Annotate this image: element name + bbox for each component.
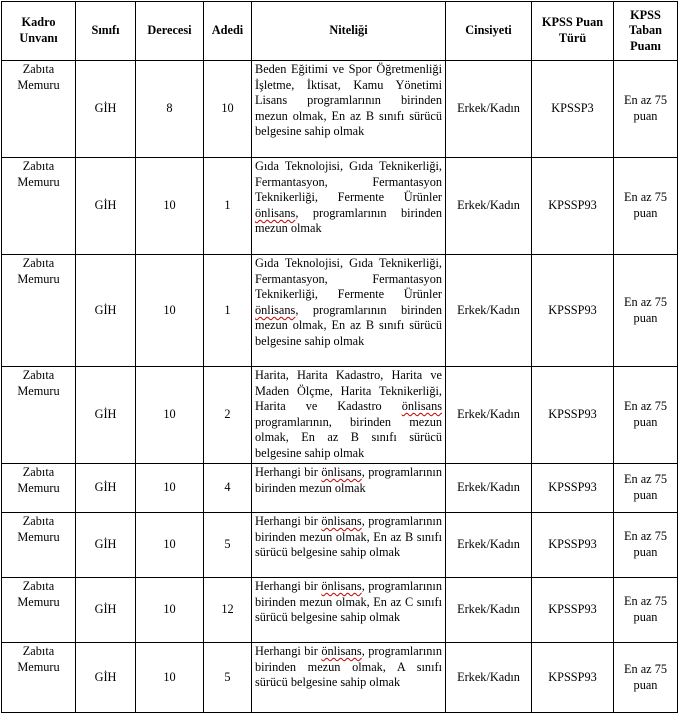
cell-cinsiyeti: Erkek/Kadın xyxy=(446,643,532,713)
table-row xyxy=(2,255,678,367)
niteligi-text-a: Herhangi bir xyxy=(255,514,318,528)
cell-niteligi xyxy=(252,513,446,578)
cell-kpss-puan-turu: KPSSP93 xyxy=(532,255,614,367)
cell-adedi: 1 xyxy=(204,255,252,367)
niteligi-text-b: , programlarının birinden mezun olmak, En az B sınıfı sürücü belgesine sahip olmak xyxy=(255,514,442,560)
cell-cinsiyeti: Erkek/Kadın xyxy=(446,158,532,255)
cell-derecesi: 10 xyxy=(136,578,204,643)
table-row xyxy=(2,464,678,513)
cell-cinsiyeti: Erkek/Kadın xyxy=(446,578,532,643)
cell-derecesi: 10 xyxy=(136,464,204,513)
niteligi-spellcheck-word: önlisans xyxy=(255,302,296,317)
cell-sinifi: GİH xyxy=(76,578,136,643)
cell-kadro-unvani: Zabıta Memuru xyxy=(2,578,76,643)
cell-kpss-taban-puani: En az 75 puan xyxy=(614,158,678,255)
cell-cinsiyeti: Erkek/Kadın xyxy=(446,367,532,464)
cell-sinifi: GİH xyxy=(76,158,136,255)
cell-derecesi: 10 xyxy=(136,367,204,464)
header-niteligi: Niteliği xyxy=(252,2,446,61)
cell-adedi: 2 xyxy=(204,367,252,464)
niteligi-spellcheck-word: önlisans xyxy=(321,465,362,479)
cell-kadro-unvani: Zabıta Memuru xyxy=(2,255,76,367)
cell-kpss-puan-turu: KPSSP93 xyxy=(532,158,614,255)
table-row xyxy=(2,643,678,713)
niteligi-text-b: , programlarının birinden mezun olmak, En az B sınıfı sürücü belgesine sahip olmak xyxy=(255,302,442,348)
header-kpss-puan-turu: KPSS Puan Türü xyxy=(532,2,614,61)
header-adedi: Adedi xyxy=(204,2,252,61)
cell-kadro-unvani: Zabıta Memuru xyxy=(2,61,76,158)
cell-kpss-taban-puani: En az 75 puan xyxy=(614,367,678,464)
cell-adedi: 1 xyxy=(204,158,252,255)
cell-cinsiyeti: Erkek/Kadın xyxy=(446,513,532,578)
cell-niteligi: Beden Eğitimi ve Spor Öğretmenliği İşletme, İktisat, Kamu Yönetimi Lisans programlarının birinden mezun olmak, En az B sınıfı sürücü belgesine sahip olmak xyxy=(252,61,446,158)
niteligi-spellcheck-word: önlisans xyxy=(401,399,443,414)
niteligi-text-b: , programlarının birinden mezun olmak xyxy=(255,465,442,495)
niteligi-text-b: , programlarının birinden mezun olmak, En az C sınıfı sürücü belgesine sahip olmak xyxy=(255,579,442,625)
cell-kpss-puan-turu: KPSSP93 xyxy=(532,643,614,713)
cell-niteligi xyxy=(252,255,446,367)
cell-cinsiyeti: Erkek/Kadın xyxy=(446,61,532,158)
niteligi-spellcheck-word: önlisans xyxy=(255,205,296,220)
cell-niteligi xyxy=(252,643,446,713)
niteligi-text-b: , programlarının birinden mezun olmak xyxy=(255,205,442,236)
cell-derecesi: 10 xyxy=(136,158,204,255)
cell-kpss-taban-puani: En az 75 puan xyxy=(614,578,678,643)
cell-kpss-taban-puani: En az 75 puan xyxy=(614,513,678,578)
cell-derecesi: 8 xyxy=(136,61,204,158)
header-sinifi: Sınıfı xyxy=(76,2,136,61)
cell-kpss-taban-puani: En az 75 puan xyxy=(614,255,678,367)
niteligi-spellcheck-word: önlisans xyxy=(321,644,362,658)
cell-kadro-unvani: Zabıta Memuru xyxy=(2,367,76,464)
cell-derecesi: 10 xyxy=(136,643,204,713)
cell-kpss-taban-puani: En az 75 puan xyxy=(614,643,678,713)
cell-adedi: 10 xyxy=(204,61,252,158)
cell-kadro-unvani: Zabıta Memuru xyxy=(2,513,76,578)
table-row xyxy=(2,367,678,464)
cell-kpss-puan-turu: KPSSP93 xyxy=(532,578,614,643)
header-row xyxy=(2,2,678,61)
cell-sinifi: GİH xyxy=(76,367,136,464)
cell-niteligi xyxy=(252,578,446,643)
table-row xyxy=(2,61,678,158)
niteligi-text-b: programlarının, birinden mezun olmak, En az B sınıfı sürücü belgesine sahip olmak xyxy=(255,414,442,460)
cell-sinifi: GİH xyxy=(76,643,136,713)
cell-kadro-unvani: Zabıta Memuru xyxy=(2,464,76,513)
niteligi-spellcheck-word: önlisans xyxy=(321,579,362,593)
cell-derecesi: 10 xyxy=(136,513,204,578)
cell-kpss-taban-puani: En az 75 puan xyxy=(614,61,678,158)
niteligi-text-b: , programlarının birinden mezun olmak, A sınıfı sürücü belgesine sahip olmak xyxy=(255,644,442,690)
niteligi-text-a: Herhangi bir xyxy=(255,465,318,479)
table-row xyxy=(2,158,678,255)
header-kpss-taban-puani: KPSS Taban Puanı xyxy=(614,2,678,61)
niteligi-text-a: Herhangi bir xyxy=(255,644,318,658)
cell-kadro-unvani: Zabıta Memuru xyxy=(2,158,76,255)
cell-adedi: 4 xyxy=(204,464,252,513)
cell-kpss-taban-puani: En az 75 puan xyxy=(614,464,678,513)
cell-kpss-puan-turu: KPSSP3 xyxy=(532,61,614,158)
cell-niteligi xyxy=(252,367,446,464)
niteligi-text-a: Gıda Teknolojisi, Gıda Teknikerliği, Fermantasyon, Fermantasyon Teknikerliği, Fermente Ürünler xyxy=(255,256,442,302)
header-cinsiyeti: Cinsiyeti xyxy=(446,2,532,61)
cell-sinifi: GİH xyxy=(76,513,136,578)
cell-niteligi xyxy=(252,158,446,255)
cell-sinifi: GİH xyxy=(76,464,136,513)
niteligi-text-a: Herhangi bir xyxy=(255,579,318,593)
cell-adedi: 5 xyxy=(204,513,252,578)
table-row xyxy=(2,513,678,578)
cell-niteligi xyxy=(252,464,446,513)
kadro-table xyxy=(1,1,678,713)
niteligi-text-a: Harita, Harita Kadastro, Harita ve Maden Ölçme, Harita Teknikerliği, Harita ve Kadastro xyxy=(255,368,442,414)
cell-cinsiyeti: Erkek/Kadın xyxy=(446,464,532,513)
cell-adedi: 5 xyxy=(204,643,252,713)
cell-sinifi: GİH xyxy=(76,255,136,367)
cell-cinsiyeti: Erkek/Kadın xyxy=(446,255,532,367)
header-kadro-unvani: Kadro Unvanı xyxy=(2,2,76,61)
cell-kpss-puan-turu: KPSSP93 xyxy=(532,367,614,464)
niteligi-spellcheck-word: önlisans xyxy=(321,514,362,528)
cell-kadro-unvani: Zabıta Memuru xyxy=(2,643,76,713)
cell-sinifi: GİH xyxy=(76,61,136,158)
cell-kpss-puan-turu: KPSSP93 xyxy=(532,464,614,513)
header-derecesi: Derecesi xyxy=(136,2,204,61)
cell-adedi: 12 xyxy=(204,578,252,643)
niteligi-text-a: Gıda Teknolojisi, Gıda Teknikerliği, Fermantasyon, Fermantasyon Teknikerliği, Fermente Ürünler xyxy=(255,159,442,205)
table-row xyxy=(2,578,678,643)
cell-kpss-puan-turu: KPSSP93 xyxy=(532,513,614,578)
cell-derecesi: 10 xyxy=(136,255,204,367)
